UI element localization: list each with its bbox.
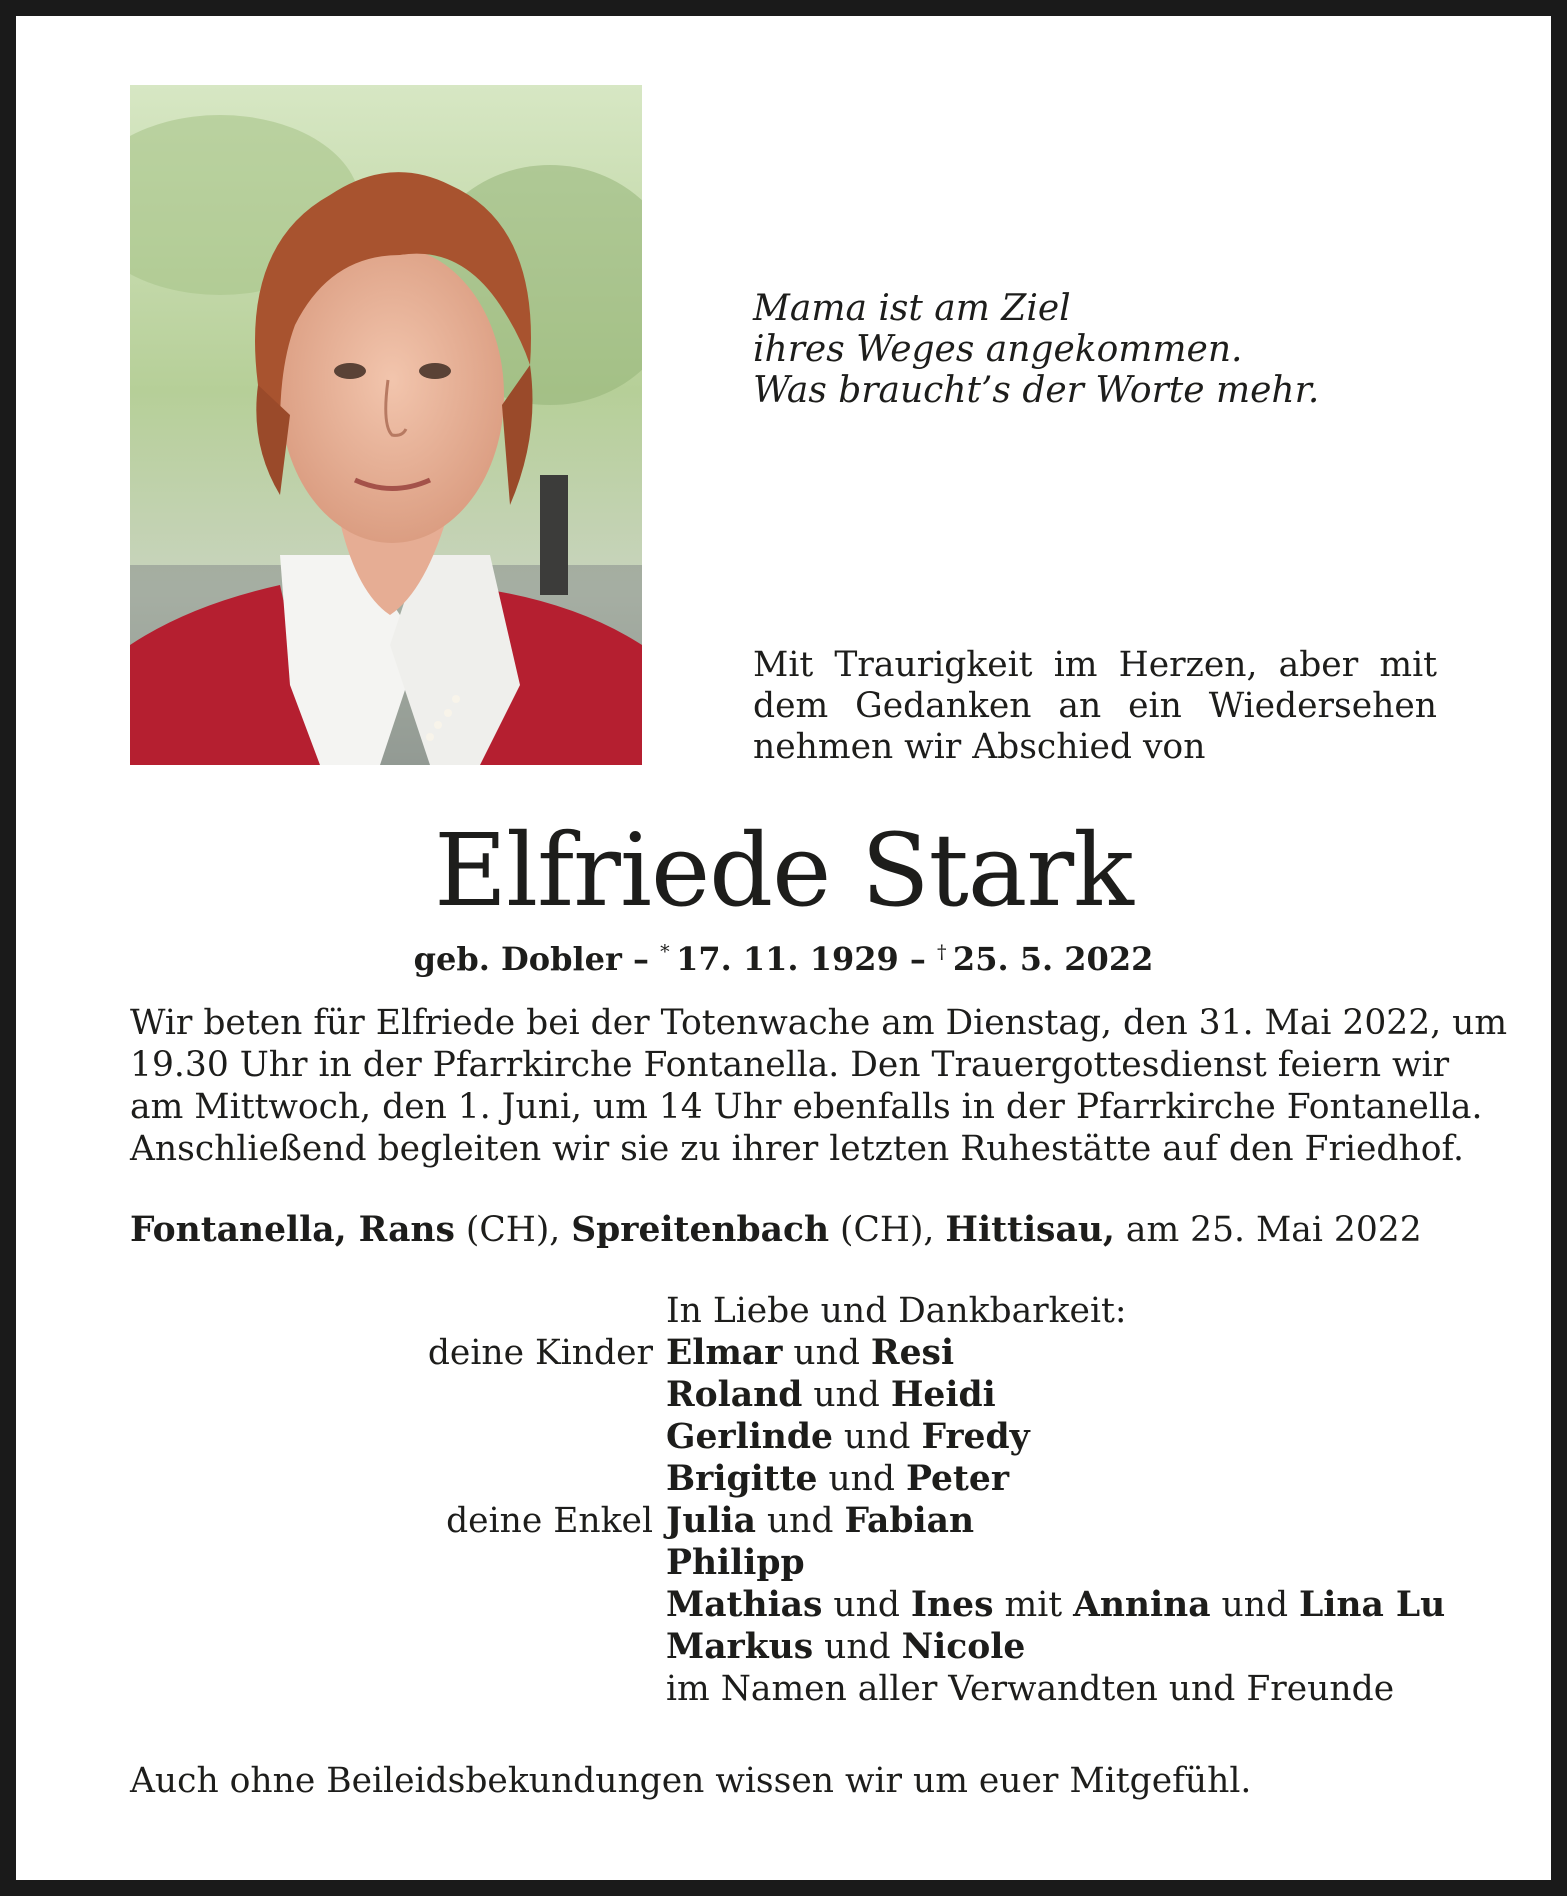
- service-details: [130, 1002, 1508, 1170]
- separator: –: [633, 940, 650, 978]
- list-item: Brigitte und Peter: [666, 1459, 1009, 1499]
- relatives-line: im Namen aller Verwandten und Freunde: [666, 1669, 1395, 1709]
- memorial-poem: [753, 288, 1319, 411]
- places-and-date: [130, 1209, 1439, 1251]
- mourners-intro: In Liebe und Dankbarkeit:: [666, 1291, 1127, 1331]
- service-line: Anschließend begleiten wir sie zu ihrer letzten Ruhestätte auf den Friedhof.: [130, 1129, 1464, 1169]
- intro-line: Mit Traurigkeit im Herzen, aber mit: [753, 645, 1437, 685]
- place-name: Fontanella, Rans: [130, 1210, 455, 1250]
- list-item: Gerlinde und Fredy: [666, 1417, 1030, 1457]
- birth-symbol: *: [660, 941, 670, 963]
- death-date: 25. 5. 2022: [952, 940, 1154, 978]
- list-item: Roland und Heidi: [666, 1375, 996, 1415]
- place-name: Spreitenbach: [571, 1210, 830, 1250]
- separator: –: [909, 940, 926, 978]
- mourners-list: [0, 1332, 1567, 1710]
- birth-date: 17. 11. 1929: [676, 940, 899, 978]
- country-code: (CH),: [454, 1210, 572, 1250]
- poem-line: Was braucht’s der Worte mehr.: [753, 370, 1320, 411]
- farewell-intro: [753, 645, 1437, 768]
- list-item: Markus und Nicole: [666, 1627, 1026, 1667]
- death-symbol: †: [937, 941, 947, 963]
- intro-line: nehmen wir Abschied von: [753, 727, 1206, 767]
- intro-line: dem Gedanken an ein Wiedersehen: [753, 686, 1437, 726]
- service-line: 19.30 Uhr in der Pfarrkirche Fontanella. Den Trauergottesdienst feiern wir: [130, 1045, 1450, 1085]
- grandchildren-label: deine Enkel: [446, 1501, 653, 1541]
- portrait-photo: [130, 85, 642, 765]
- poem-line: ihres Weges angekommen.: [753, 329, 1243, 370]
- list-item: Philipp: [666, 1543, 805, 1583]
- children-label: deine Kinder: [427, 1333, 653, 1373]
- service-line: Wir beten für Elfriede bei der Totenwache am Dienstag, den 31. Mai 2022, um: [130, 1003, 1508, 1043]
- life-dates: [0, 931, 1567, 980]
- country-code: (CH),: [829, 1210, 946, 1250]
- closing-note: Auch ohne Beileidsbekundungen wissen wir um euer Mitgefühl.: [130, 1761, 1252, 1801]
- deceased-name: Elfriede Stark: [434, 812, 1133, 929]
- list-item: Mathias und Ines mit Annina und Lina Lu: [666, 1585, 1446, 1625]
- list-item: deine Kinder Elmar und Resi: [0, 1332, 1567, 1374]
- maiden-name: geb. Dobler: [413, 940, 622, 978]
- poem-line: Mama ist am Ziel: [753, 288, 1071, 329]
- place-name: Hittisau,: [945, 1210, 1115, 1250]
- list-item: deine Enkel Julia und Fabian: [0, 1500, 1567, 1542]
- notice-date: am 25. Mai 2022: [1114, 1210, 1422, 1250]
- list-item: [0, 1668, 1567, 1710]
- service-line: am Mittwoch, den 1. Juni, um 14 Uhr ebenfalls in der Pfarrkirche Fontanella.: [130, 1087, 1483, 1127]
